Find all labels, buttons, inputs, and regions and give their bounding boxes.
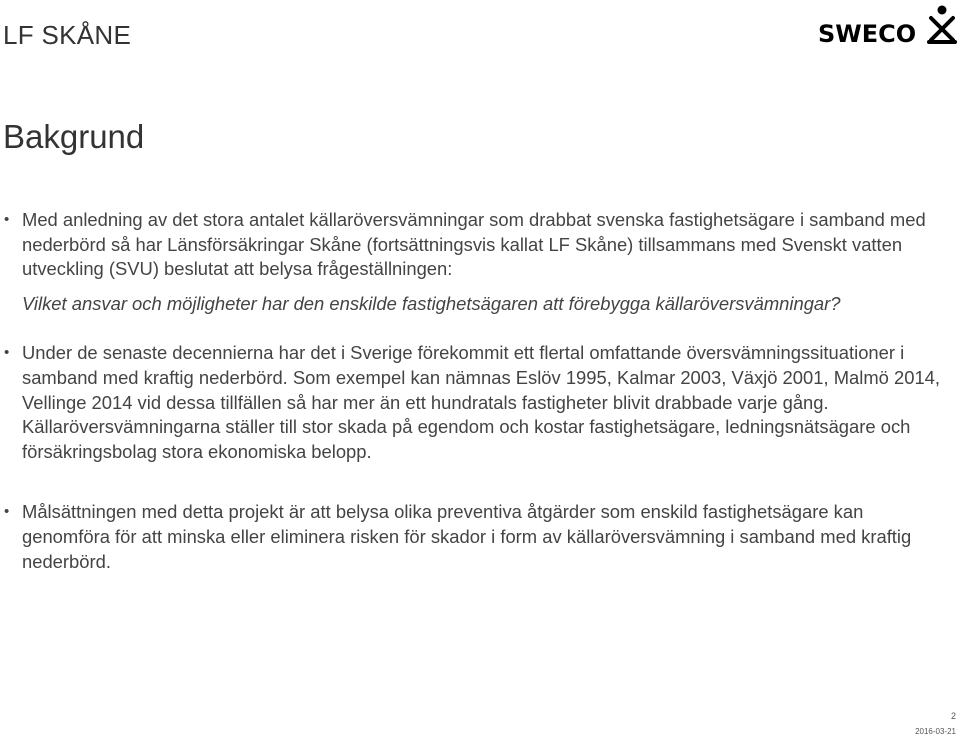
bullet-icon: • bbox=[4, 344, 10, 362]
research-question: Vilket ansvar och möjligheter har den enskilde fastighetsägaren att förebygga källaröversvämningar? bbox=[22, 292, 841, 314]
bullet-item-goal bbox=[0, 500, 955, 574]
header-title: LF SKÅNE bbox=[3, 20, 132, 50]
sweco-logo bbox=[818, 2, 960, 46]
page-number: 2 bbox=[950, 711, 956, 721]
bullet-text: Under de senaste decennierna har det i Sverige förekommit ett flertal omfattande översvämningssituationer i samband med kraftig nederbörd. Som exempel kan nämnas Eslöv 1995, Kalmar 2003, Växjö 2001, Malmö 2014, Vellinge 2014 vid dessa tillfällen så har mer än ett hundratals fastigheter blivit drabbade varje gång. Källaröversvämningarna ställer till stor skada på egendom och kostar fastighetsägare, ledningsnätsägare och försäkringsbolag stora ekonomiska belopp. bbox=[22, 342, 941, 462]
bullet-item-background bbox=[0, 208, 955, 282]
bullet-text: Målsättningen med detta projekt är att belysa olika preventiva åtgärder som enskild fastighetsägare kan genomföra för att minska eller eliminera risken för skador i form av källaröversvämning i samband med kraftig nederbörd. bbox=[22, 501, 912, 572]
sweco-symbol-icon bbox=[929, 6, 955, 43]
bullet-icon: • bbox=[4, 211, 10, 228]
slide-content bbox=[0, 208, 955, 574]
bullet-icon: • bbox=[4, 503, 10, 521]
logo-text: SWECO bbox=[818, 20, 917, 46]
footer-date: 2016-03-21 bbox=[915, 727, 956, 736]
bullet-text: Med anledning av det stora antalet källaröversvämningar som drabbat svenska fastighetsägare i samband med nederbörd så har Länsförsäkringar Skåne (fortsättningsvis kallat LF Skåne) tillsammans med Svenskt vatten utveckling (SVU) beslutat att belysa frågeställningen: bbox=[22, 209, 926, 280]
bullet-item-history bbox=[0, 341, 955, 464]
slide-title: Bakgrund bbox=[3, 118, 145, 155]
